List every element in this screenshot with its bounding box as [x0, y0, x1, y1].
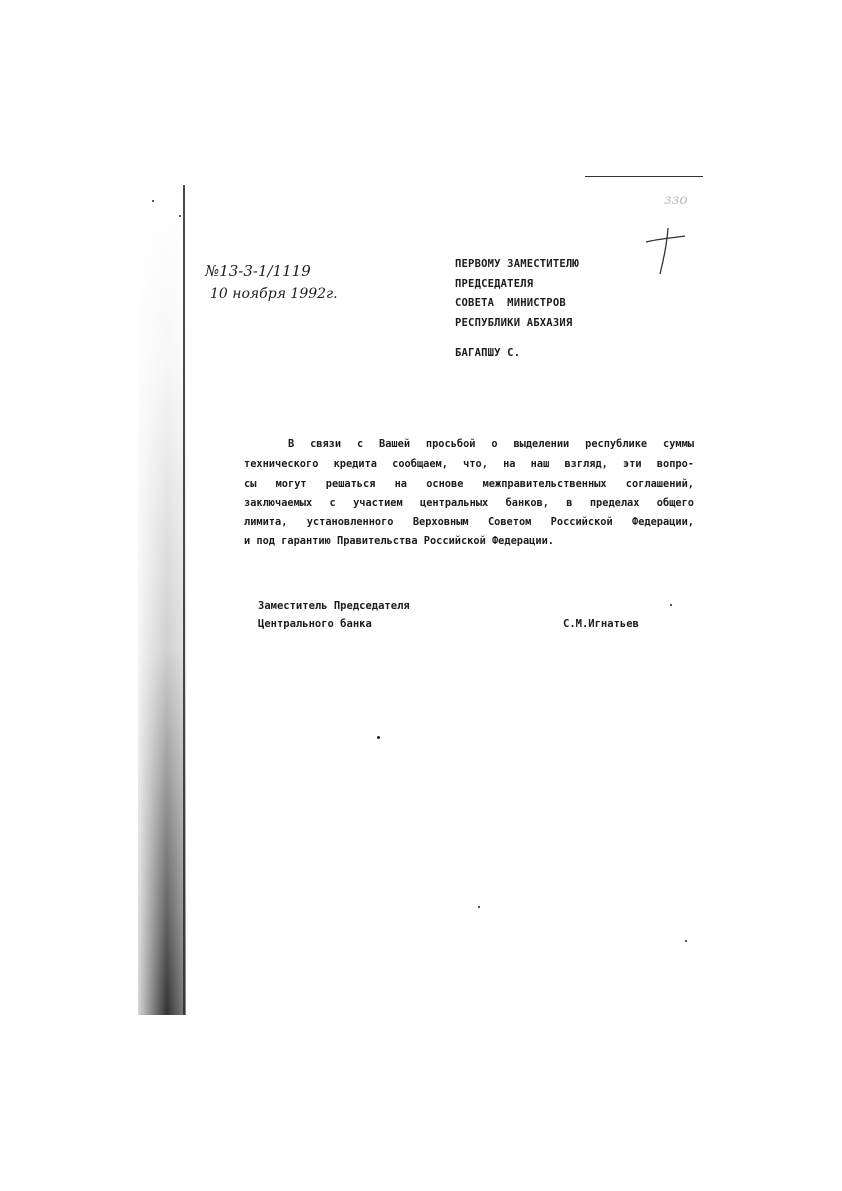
scan-speck [152, 200, 154, 202]
scan-speck [478, 906, 480, 908]
scan-binding-shadow [138, 200, 186, 1015]
signatory-title-line2: Центрального банка [258, 618, 372, 630]
body-line: лимита, установленного Верховным Советом Российской Федерации, [244, 516, 694, 528]
body-line: заключаемых с участием центральных банков, в пределах общего [244, 497, 694, 509]
handwritten-reg-date: 10 ноября 1992г. [210, 286, 338, 302]
addressee-line: ПРЕДСЕДАТЕЛЯ [455, 277, 534, 290]
handwritten-cross-mark [642, 226, 688, 276]
handwritten-reg-number: №13-3-1/1119 [205, 262, 311, 280]
scan-speck [685, 940, 687, 942]
addressee-line: СОВЕТА МИНИСТРОВ [455, 297, 566, 309]
scan-speck [179, 215, 181, 217]
addressee-block [455, 258, 579, 336]
addressee-line: ПЕРВОМУ ЗАМЕСТИТЕЛЮ [455, 258, 579, 270]
body-line: технического кредита сообщаем, что, на наш взгляд, эти вопро- [244, 458, 694, 470]
body-line: и под гарантию Правительства Российской Федерации. [244, 535, 554, 547]
top-rule [585, 176, 703, 177]
faint-stamp-mark: ззо [664, 192, 688, 208]
body-line: В связи с Вашей просьбой о выделении республике суммы [288, 438, 694, 450]
signatory-title-line1: Заместитель Председателя [258, 600, 410, 612]
body-line: сы могут решаться на основе межправительственных соглашений, [244, 478, 694, 490]
margin-line [183, 185, 185, 1015]
addressee-line: РЕСПУБЛИКИ АБХАЗИЯ [455, 316, 573, 329]
scan-speck [377, 736, 380, 739]
addressee-name: БАГАПШУ С. [455, 347, 521, 359]
signatory-name: С.М.Игнатьев [563, 618, 639, 630]
scan-speck [670, 604, 672, 606]
